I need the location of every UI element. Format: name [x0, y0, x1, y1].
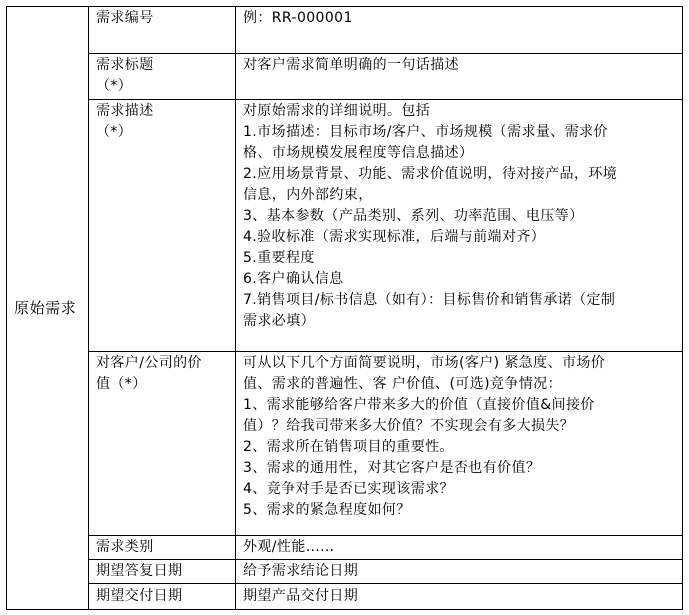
table-border-left [6, 6, 7, 610]
column-divider-content [235, 6, 236, 610]
row-divider [88, 351, 683, 352]
row-content-line: 4.验收标准（需求实现标准，后端与前端对齐） [243, 229, 546, 245]
row-content-line: 1、需求能够给客户带来多大的价值（直接价值&间接价 [243, 397, 595, 413]
section-label: 原始需求 [14, 299, 77, 317]
row-label: 期望答复日期 [96, 563, 183, 579]
row-content: 期望产品交付日期 [243, 588, 359, 604]
row-content-line: 7.销售项目/标书信息（如有）：目标售价和销售承诺（定制 [243, 292, 616, 308]
row-content-line: 5、需求的紧急程度如何？ [243, 502, 411, 518]
row-content-line: 4、竞争对手是否已实现该需求？ [243, 481, 454, 497]
row-label: 需求标题 [96, 57, 154, 73]
row-content: 外观/性能…… [243, 539, 335, 555]
column-divider-label [88, 6, 89, 610]
row-label: 期望交付日期 [96, 588, 183, 604]
row-content: 给予需求结论日期 [243, 563, 359, 579]
row-content: 例：RR-000001 [243, 10, 353, 26]
row-content-line: 5.重要程度 [243, 250, 315, 266]
row-content-line: 值、需求的普遍性、客 户价值、(可选)竞争情况： [243, 376, 562, 392]
row-content-line: 3、需求的通用性，对其它客户是否也有价值？ [243, 460, 541, 476]
row-divider [88, 583, 683, 584]
row-content: 对客户需求简单明确的一句话描述 [243, 57, 459, 73]
row-label: 需求描述 [96, 103, 154, 119]
row-divider [88, 559, 683, 560]
row-label-required: （*） [96, 124, 133, 140]
row-content-line: 对原始需求的详细说明。包括 [243, 103, 431, 119]
table-border-right [682, 6, 683, 610]
row-label: 对客户/公司的价 [96, 355, 202, 371]
row-content-line: 1.市场描述：目标市场/客户、市场规模（需求量、需求价 [243, 124, 608, 140]
row-content-line: 值）？给我司带来多大价值？不实现会有多大损失？ [243, 418, 575, 434]
row-divider [88, 53, 683, 54]
row-content-line: 可从以下几个方面简要说明，市场(客户) 紧急度、市场价 [243, 355, 606, 371]
table-border-top [6, 6, 683, 7]
row-label: 需求编号 [96, 10, 154, 26]
row-content-line: 2、需求所在销售项目的重要性。 [243, 439, 454, 455]
row-content-line: 6.客户确认信息 [243, 271, 344, 287]
row-label: 需求类别 [96, 539, 154, 555]
row-content-line: 需求必填） [243, 313, 315, 329]
row-content-line: 格、市场规模发展程度等信息描述） [243, 145, 474, 161]
row-content-line: 3、基本参数（产品类别、系列、功率范围、电压等） [243, 208, 584, 224]
row-divider [88, 535, 683, 536]
row-content-line: 2.应用场景背景、功能、需求价值说明，待对接产品，环境 [243, 166, 618, 182]
row-content-line: 信息，内外部约束， [243, 187, 373, 203]
table-border-bottom [6, 609, 683, 610]
row-label-required: （*） [96, 78, 133, 94]
row-label: 值（*） [96, 376, 147, 392]
row-divider [88, 99, 683, 100]
